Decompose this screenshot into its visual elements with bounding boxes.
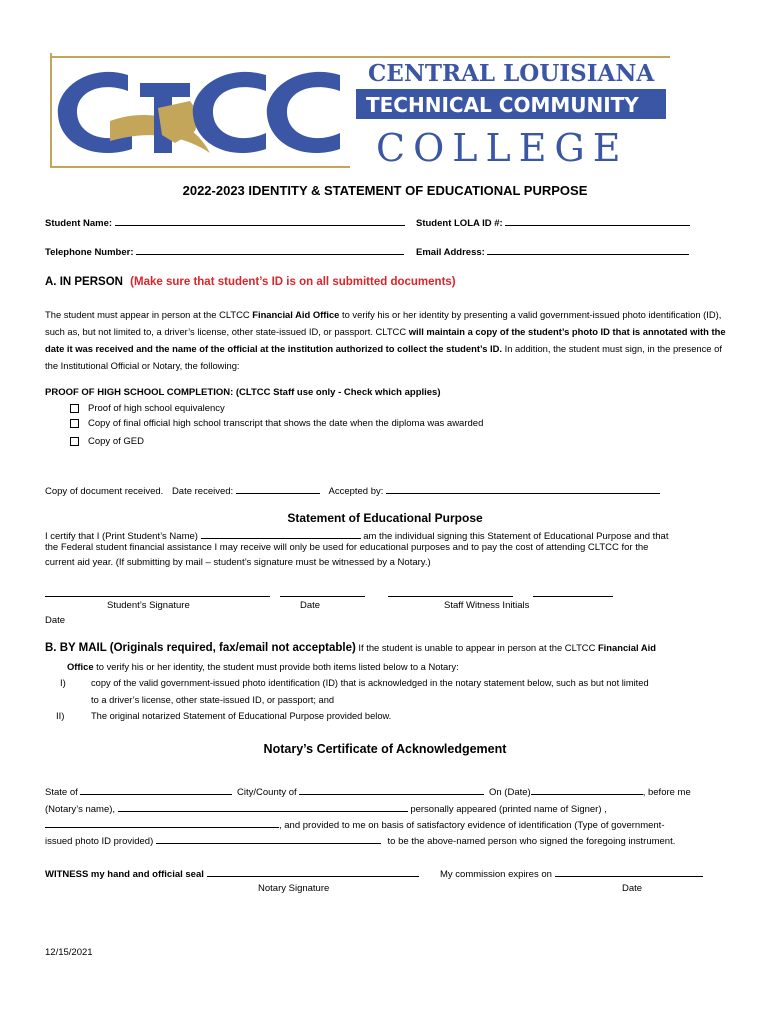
page-title: 2022-2023 IDENTITY & STATEMENT OF EDUCATIONAL PURPOSE	[182, 183, 588, 198]
email-field[interactable]	[487, 244, 689, 255]
commission-row	[440, 866, 703, 880]
accepted-by-field[interactable]	[386, 483, 660, 494]
issued-id-label: issued photo ID provided)	[45, 836, 154, 847]
state-of-field[interactable]	[80, 784, 232, 795]
telephone-row	[45, 244, 404, 258]
commission-date-field[interactable]	[555, 866, 703, 877]
statement-heading: Statement of Educational Purpose	[287, 511, 483, 525]
student-date-label: Date	[300, 600, 321, 611]
checkbox[interactable]	[70, 404, 79, 413]
item1-line2: to a driver’s license, other state-issued ID, or passport; and	[91, 695, 335, 705]
to-be-label: to be the above-named person who signed the foregoing instrument.	[387, 836, 676, 847]
witness-initials-label: Staff Witness Initials	[444, 600, 530, 611]
notary-row-2	[45, 801, 607, 815]
item1-num: I)	[60, 678, 66, 689]
student-signature-line[interactable]	[45, 596, 270, 597]
section-b-heading-row	[45, 642, 656, 654]
check-label-1: Proof of high school equivalency	[88, 403, 225, 414]
footer-date: 12/15/2021	[45, 947, 93, 958]
id-type-field[interactable]	[156, 833, 381, 844]
notary-signature-label: Notary Signature	[258, 883, 330, 894]
logo-line3: COLLEGE	[376, 126, 629, 170]
witness-initials-line[interactable]	[388, 596, 513, 597]
check-label-2: Copy of final official high school transcript that shows the date when the diploma was awarded	[88, 418, 484, 429]
notary-name-field[interactable]	[118, 801, 408, 812]
student-name-row	[45, 215, 405, 229]
date-received-field[interactable]	[236, 483, 320, 494]
logo-line1: CENTRAL LOUISIANA	[368, 60, 655, 87]
cltcc-logo-mark	[50, 53, 670, 173]
witness-date-label: Date	[45, 615, 66, 626]
proof-heading: PROOF OF HIGH SCHOOL COMPLETION: (CLTCC Staff use only - Check which applies)	[45, 387, 441, 398]
item2-line: The original notarized Statement of Educational Purpose provided below.	[91, 711, 392, 721]
provided-label: , and provided to me on basis of satisfactory evidence of identification (Type of government-	[279, 820, 665, 831]
accepted-by-label: Accepted by:	[328, 486, 384, 497]
state-of-label: State of	[45, 787, 78, 798]
personally-appeared-label: personally appeared (printed name of Signer) ,	[410, 804, 607, 815]
student-lola-field[interactable]	[505, 215, 690, 226]
check-item-2[interactable]	[70, 418, 483, 429]
p1-b: Financial Aid Office	[252, 309, 340, 320]
section-a-paragraph	[45, 306, 735, 374]
student-name-label: Student Name:	[45, 218, 113, 229]
section-a-title: A. IN PERSON	[45, 276, 123, 288]
cltcc-logo	[50, 53, 670, 173]
signer-name-field[interactable]	[45, 817, 279, 828]
section-b-text-a: If the student is unable to appear in person at the CLTCC	[355, 642, 598, 653]
logo-line2: TECHNICAL COMMUNITY	[366, 93, 639, 117]
witness-label: WITNESS my hand and official seal	[45, 869, 204, 880]
section-a-note: (Make sure that student’s ID is on all submitted documents)	[130, 276, 456, 288]
city-county-label: City/County of	[237, 787, 297, 798]
date-received-label: Date received:	[171, 486, 234, 497]
p1-c: to verify his or her identity by presenting a valid government-issued photo identification (ID), such as, but not limited to, a driver’s license, other state-issued ID, or passport. CLTCC	[45, 309, 722, 337]
statement-line1	[45, 528, 668, 542]
student-name-field[interactable]	[115, 215, 405, 226]
copy-received-row	[45, 483, 660, 497]
notary-row-1	[45, 784, 691, 798]
item2-num: II)	[56, 711, 65, 722]
notary-row-4	[45, 833, 675, 847]
check-item-3[interactable]	[70, 436, 144, 447]
copy-received-label: Copy of document received.	[45, 486, 164, 497]
student-lola-label: Student LOLA ID #:	[416, 218, 503, 229]
notary-name-label: (Notary’s name),	[45, 804, 116, 815]
notary-signature-field[interactable]	[207, 866, 419, 877]
on-date-label: On (Date)	[488, 787, 531, 798]
section-b-line2	[67, 661, 459, 672]
section-b-title: B. BY MAIL (Originals required, fax/email not acceptable)	[45, 642, 356, 654]
city-county-field[interactable]	[299, 784, 484, 795]
commission-date-label: Date	[622, 883, 643, 894]
checkbox[interactable]	[70, 437, 79, 446]
notary-heading: Notary’s Certificate of Acknowledgement	[263, 742, 507, 756]
notary-witness-row	[45, 866, 419, 880]
student-date-line[interactable]	[280, 596, 365, 597]
commission-label: My commission expires on	[440, 869, 552, 880]
before-me-label: , before me	[642, 787, 691, 798]
statement-line3: current aid year. (If submitting by mail – student’s signature must be witnessed by a Notary.)	[45, 557, 431, 568]
p1-d: will maintain a copy of the student’s photo ID that is annotated with the date it was received and the name of the official at the institution authorized to collect the student’s ID.	[45, 326, 726, 354]
p1-e: In addition, the student must sign, in the presence of the Institutional Official or Notary, the following:	[45, 343, 722, 371]
checkbox[interactable]	[70, 419, 79, 428]
section-b-text-d: to verify his or her identity, the student must provide both items listed below to a Notary:	[93, 661, 459, 672]
statement-line1-a: I certify that I (Print Student’s Name)	[45, 531, 198, 542]
notary-row-3	[45, 817, 665, 831]
telephone-label: Telephone Number:	[45, 247, 134, 258]
telephone-field[interactable]	[136, 244, 404, 255]
student-signature-label: Student’s Signature	[107, 600, 190, 611]
check-label-3: Copy of GED	[88, 436, 144, 447]
statement-line2: the Federal student financial assistance I may receive will only be used for educational purposes and to pay the cost of attending CLTCC for the	[45, 542, 649, 553]
witness-date-line[interactable]	[533, 596, 613, 597]
item1-line1: copy of the valid government-issued photo identification (ID) that is acknowledged in the notary statement below, such as but not limited	[91, 678, 649, 688]
section-b-text-b: Financial Aid	[597, 642, 656, 653]
p1-a: The student must appear in person at the CLTCC	[45, 309, 253, 320]
check-item-1[interactable]	[70, 403, 225, 414]
student-lola-row	[416, 215, 690, 229]
email-row	[416, 244, 689, 258]
on-date-field[interactable]	[531, 784, 643, 795]
email-label: Email Address:	[416, 247, 485, 258]
statement-line1-b: am the individual signing this Statement of Educational Purpose and that	[363, 531, 669, 542]
print-student-name-field[interactable]	[201, 528, 361, 539]
section-a-heading	[45, 276, 456, 288]
section-b-text-c: Office	[67, 661, 94, 672]
